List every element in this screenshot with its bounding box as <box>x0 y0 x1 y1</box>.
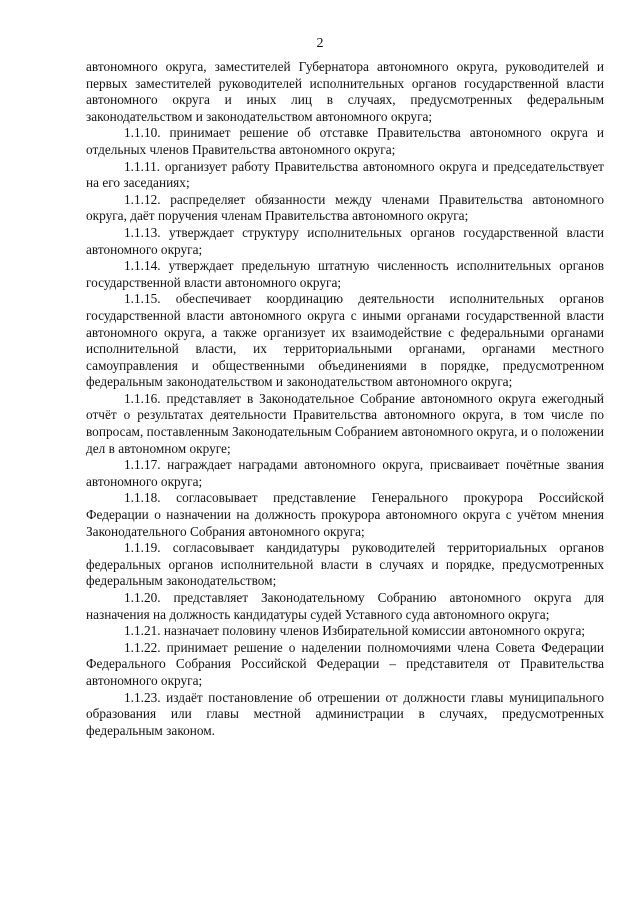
page-number: 2 <box>316 36 324 51</box>
paragraph-1-1-17: 1.1.17. награждает наградами автономного округа, присваивает почётные звания автономного округа; <box>86 457 604 489</box>
document-body <box>86 59 604 739</box>
paragraph-1-1-16: 1.1.16. представляет в Законодательное Собрание автономного округа ежегодный отчёт о результатах деятельности Правительства автономного округа, в том числе по вопросам, поставленным Законодательным Собранием автономного округа, и о положении дел в автономном округе; <box>86 390 604 456</box>
paragraph-1-1-21: 1.1.21. назначает половину членов Избирательной комиссии автономного округа; <box>124 623 586 639</box>
paragraph-1-1-19: 1.1.19. согласовывает кандидатуры руководителей территориальных органов федеральных органов исполнительной власти в случаях и порядке, предусмотренных федеральным законодательством; <box>86 540 604 589</box>
paragraph-1-1-13: 1.1.13. утверждает структуру исполнительных органов государственной власти автономного округа; <box>86 224 604 257</box>
paragraph-continuation: автономного округа, заместителей Губернатора автономного округа, руководителей и первых заместителей руководителей исполнительных органов государственной власти автономного округа и иных лиц в случаях, предусмотренных федеральным законодательством и законодательством автономного округа; <box>86 59 604 124</box>
paragraph-1-1-15: 1.1.15. обеспечивает координацию деятельности исполнительных органов государственной власти автономного округа с иными органами государственной власти автономного округа, а также организует их взаимодействие с федеральными органами исполнительной власти, их территориальными органами, органами местного самоуправления и общественными объединениями в порядке, предусмотренном федеральным законодательством и законодательством автономного округа; <box>86 291 604 390</box>
paragraph-1-1-18: 1.1.18. согласовывает представление Генерального прокурора Российской Федерации о назначении на должность прокурора автономного округа с учётом мнения Законодательного Собрания автономного округа; <box>86 490 604 539</box>
paragraph-1-1-14: 1.1.14. утверждает предельную штатную численность исполнительных органов государственной власти автономного округа; <box>86 258 604 290</box>
paragraph-1-1-20: 1.1.20. представляет Законодательному Собранию автономного округа для назначения на должность кандидатуры судей Уставного суда автономного округа; <box>86 590 604 622</box>
paragraph-1-1-10: 1.1.10. принимает решение об отставке Правительства автономного округа и отдельных членов Правительства автономного округа; <box>86 125 604 157</box>
paragraph-1-1-11: 1.1.11. организует работу Правительства автономного округа и председательствует на его заседаниях; <box>86 158 604 191</box>
paragraph-1-1-23: 1.1.23. издаёт постановление об отрешении от должности главы муниципального образования или главы местной администрации в случаях, предусмотренных федеральным законом. <box>86 689 604 738</box>
paragraph-1-1-22: 1.1.22. принимает решение о наделении полномочиями члена Совета Федерации Федерального Собрания Российской Федерации – представителя от Правительства автономного округа; <box>86 639 604 688</box>
paragraph-1-1-12: 1.1.12. распределяет обязанности между членами Правительства автономного округа, даёт поручения членам Правительства автономного округа; <box>86 191 604 224</box>
